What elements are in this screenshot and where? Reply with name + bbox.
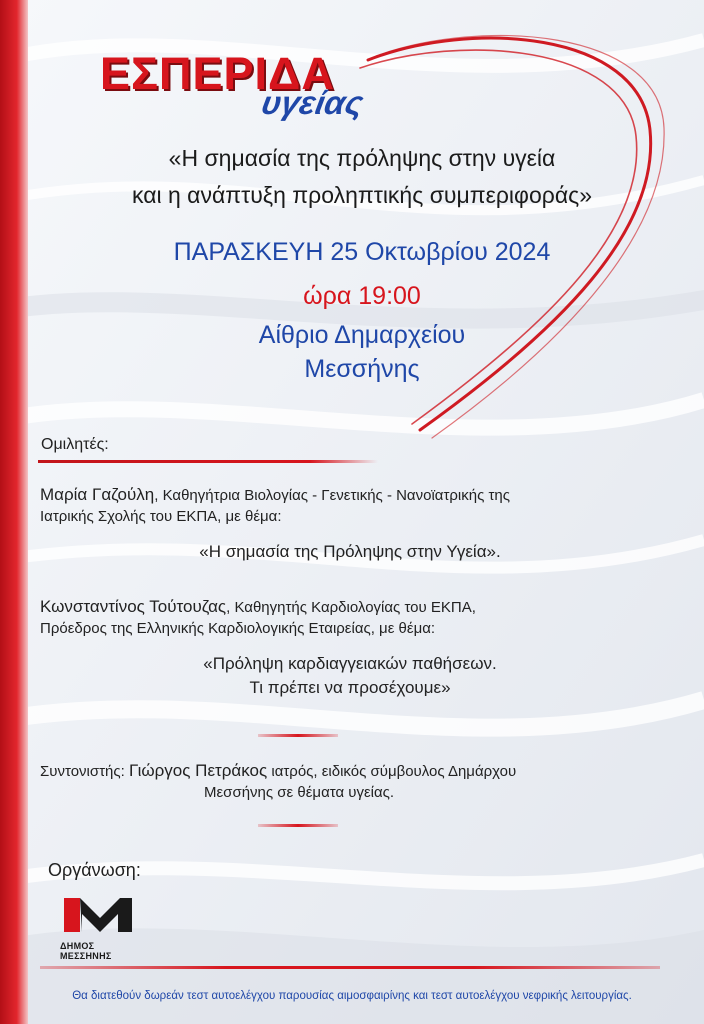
event-time: ώρα 19:00	[303, 282, 421, 310]
coordinator-label: Συντονιστής:	[40, 763, 129, 780]
event-logo-subtitle: υγείας	[258, 84, 367, 121]
speaker-description: , Καθηγητής Καρδιολογίας του ΕΚΠΑ,	[226, 599, 476, 616]
municipality-logo-icon	[60, 894, 140, 934]
speaker-topic-line: Τι πρέπει να προσέχουμε»	[249, 678, 451, 697]
speakers-heading: Ομιλητές:	[41, 436, 109, 453]
coordinator-description: Μεσσήνης σε θέματα υγείας.	[204, 784, 395, 801]
speaker-topic	[40, 652, 660, 700]
event-title-line: «Η σημασία της πρόληψης στην υγεία	[168, 145, 556, 171]
event-venue	[60, 318, 664, 386]
coordinator-name: Γιώργος Πετράκος	[128, 761, 268, 780]
speaker-topic: «Η σημασία της Πρόληψης στην Υγεία».	[199, 542, 501, 561]
speaker-entry	[40, 596, 680, 639]
event-title-line: και η ανάπτυξη προληπτικής συμπεριφοράς»	[131, 182, 593, 208]
divider	[258, 734, 338, 737]
footer-note: Θα διατεθούν δωρεάν τεστ αυτοελέγχου παρουσίας αιμοσφαιρίνης και τεστ αυτοελέγχου νεφρικής λειτουργίας.	[72, 990, 632, 1002]
speaker-topic-line: «Πρόληψη καρδιαγγειακών παθήσεων.	[203, 654, 497, 673]
venue-line: Αίθριο Δημαρχείου	[258, 321, 466, 349]
divider	[258, 824, 338, 827]
organization-heading: Οργάνωση:	[48, 860, 141, 880]
municipality-logo-text: ΔΗΜΟΣ ΜΕΣΣΗΝΗΣ	[60, 941, 112, 961]
speaker-description: Ιατρικής Σχολής του ΕΚΠΑ, με θέμα:	[40, 508, 282, 525]
divider	[38, 460, 378, 463]
event-logo-title: ΕΣΠΕΡΙΔΑ	[100, 48, 335, 99]
municipality-logo	[60, 894, 140, 961]
coordinator-entry	[40, 760, 680, 803]
event-date: ΠΑΡΑΣΚΕΥΗ 25 Οκτωβρίου 2024	[173, 238, 551, 266]
venue-line: Μεσσήνης	[304, 355, 420, 383]
speaker-name: Μαρία Γαζούλη	[40, 485, 155, 504]
speaker-name: Κωνσταντίνος Τούτουζας	[40, 597, 227, 616]
red-side-bar	[0, 0, 28, 1024]
event-title	[60, 140, 664, 214]
speaker-entry	[40, 484, 680, 527]
divider	[40, 966, 660, 969]
speaker-description: , Καθηγήτρια Βιολογίας - Γενετικής - Νανοϊατρικής της	[154, 487, 510, 504]
speaker-description: Πρόεδρος της Ελληνικής Καρδιολογικής Εταιρείας, με θέμα:	[40, 620, 436, 637]
coordinator-description: ιατρός, ειδικός σύμβουλος Δημάρχου	[267, 763, 517, 780]
